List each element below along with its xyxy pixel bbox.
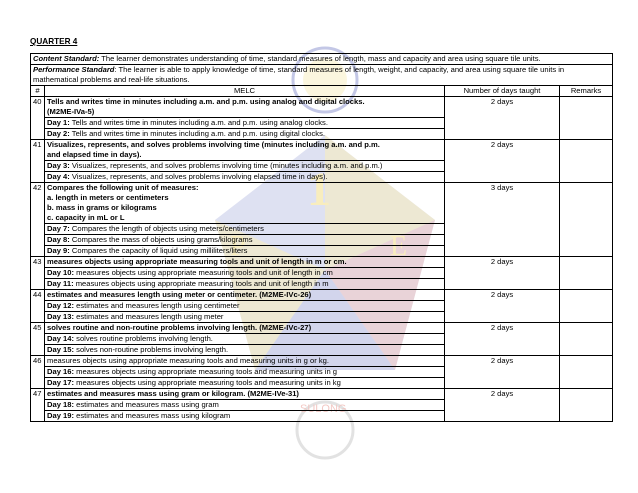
melc-competency-line: b. mass in grams or kilograms	[47, 203, 157, 212]
melc-day-entry	[45, 235, 445, 246]
col-header-melc: MELC	[45, 86, 445, 97]
day-label: Day 16:	[47, 367, 75, 376]
melc-day-entry	[45, 268, 445, 279]
performance-standard-label: Performance Standard	[33, 65, 115, 74]
melc-number: 42	[31, 183, 45, 257]
day-label: Day 17:	[47, 378, 75, 387]
remarks-cell	[560, 257, 613, 290]
melc-day-entry	[45, 246, 445, 257]
day-label: Day 9:	[47, 246, 70, 255]
melc-row	[31, 356, 613, 367]
melc-row	[31, 290, 613, 301]
melc-day-entry	[45, 129, 445, 140]
melc-day-entry	[45, 367, 445, 378]
day-description: measures objects using appropriate measuring tools and unit of length in cm	[74, 268, 333, 277]
melc-day-entry	[45, 400, 445, 411]
remarks-cell	[560, 389, 613, 422]
content-standard-label: Content Standard:	[33, 54, 100, 63]
day-label: Day 18:	[47, 400, 75, 409]
days-taught: 2 days	[445, 97, 560, 140]
melc-competency-line: Visualizes, represents, and solves problems involving time (minutes including a.m. and p.m.	[47, 140, 380, 149]
melc-number: 44	[31, 290, 45, 323]
day-description: Tells and writes time in minutes including a.m. and p.m. using analog clocks.	[69, 118, 328, 127]
day-label: Day 2:	[47, 129, 70, 138]
melc-day-entry	[45, 161, 445, 172]
melc-competency	[45, 323, 445, 334]
day-label: Day 15:	[47, 345, 75, 354]
day-label: Day 19:	[47, 411, 75, 420]
header-row	[31, 86, 613, 97]
melc-row	[31, 389, 613, 400]
day-label: Day 8:	[47, 235, 70, 244]
performance-standard-row	[31, 65, 613, 86]
days-taught: 3 days	[445, 183, 560, 257]
col-header-remarks: Remarks	[560, 86, 613, 97]
melc-day-entry	[45, 118, 445, 129]
day-description: Compares the mass of objects using grams/kilograms	[69, 235, 253, 244]
quarter-title: QUARTER 4	[30, 37, 78, 46]
day-description: estimates and measures mass using gram	[74, 400, 219, 409]
melc-day-entry	[45, 411, 445, 422]
melc-competency-line: (M2ME-IVa-5)	[47, 107, 95, 116]
svg-text:P: P	[230, 231, 246, 262]
melc-competency	[45, 356, 445, 367]
day-description: Compares the capacity of liquid using milliliters/liters	[69, 246, 248, 255]
melc-row	[31, 97, 613, 118]
day-description: estimates and measures length using centimeter	[74, 301, 240, 310]
melc-competency	[45, 389, 445, 400]
melc-number: 41	[31, 140, 45, 183]
day-description: Visualizes, represents, and solves problems involving elapsed time in days).	[69, 172, 328, 181]
melc-competency-line: measures objects using appropriate measuring tools and unit of length in m or cm.	[47, 257, 347, 266]
day-label: Day 1:	[47, 118, 70, 127]
day-description: estimates and measures mass using kilogram	[74, 411, 231, 420]
day-label: Day 14:	[47, 334, 75, 343]
days-taught: 2 days	[445, 356, 560, 389]
svg-text:SULONG: SULONG	[300, 403, 347, 415]
day-description: solves non-routine problems involving length.	[74, 345, 229, 354]
melc-day-entry	[45, 224, 445, 235]
melc-competency	[45, 140, 445, 161]
melc-day-entry	[45, 378, 445, 389]
col-header-days: Number of days taught	[445, 86, 560, 97]
remarks-cell	[560, 290, 613, 323]
melc-competency-line: Compares the following unit of measures:	[47, 183, 199, 192]
day-label: Day 4:	[47, 172, 70, 181]
performance-standard-text: : The learner is able to apply knowledge of time, standard measures of length, weight, and capacity, and area using square tile units in mathematical problems and real-life situations.	[33, 65, 565, 84]
melc-row	[31, 323, 613, 334]
day-description: Tells and writes time in minutes including a.m. and p.m. using digital clocks.	[69, 129, 326, 138]
svg-text:1: 1	[307, 163, 331, 216]
melc-row	[31, 183, 613, 224]
melc-competency-line: solves routine and non-routine problems involving length. (M2ME-IVc-27)	[47, 323, 312, 332]
melc-competency-line: Tells and writes time in minutes including a.m. and p.m. using analog and digital clocks.	[47, 97, 365, 106]
melc-competency	[45, 257, 445, 268]
melc-competency-line: a. length in meters or centimeters	[47, 193, 169, 202]
day-description: Visualizes, represents, and solves problems involving time (minutes including a.m. and p.m.)	[69, 161, 383, 170]
melc-row	[31, 257, 613, 268]
days-taught: 2 days	[445, 323, 560, 356]
day-label: Day 12:	[47, 301, 75, 310]
melc-competency	[45, 97, 445, 118]
melc-number: 40	[31, 97, 45, 140]
melc-row	[31, 140, 613, 161]
day-label: Day 10:	[47, 268, 75, 277]
melc-day-entry	[45, 334, 445, 345]
days-taught: 2 days	[445, 257, 560, 290]
content-standard-row	[31, 54, 613, 65]
remarks-cell	[560, 140, 613, 183]
remarks-cell	[560, 323, 613, 356]
day-description: Compares the length of objects using meters/centimeters	[69, 224, 264, 233]
content-standard-text: The learner demonstrates understanding of time, standard measures of length, mass and capacity and area using square tile units.	[99, 54, 541, 63]
day-description: solves routine problems involving length.	[74, 334, 213, 343]
melc-competency-line: measures objects using appropriate measuring tools and measuring units in g or kg.	[47, 356, 329, 365]
melc-competency	[45, 183, 445, 224]
melc-competency-line: and elapsed time in days).	[47, 150, 142, 159]
melc-number: 47	[31, 389, 45, 422]
col-header-num: #	[31, 86, 45, 97]
melc-competency-line: c. capacity in mL or L	[47, 213, 125, 222]
remarks-cell	[560, 183, 613, 257]
day-label: Day 13:	[47, 312, 75, 321]
day-label: Day 11:	[47, 279, 74, 288]
melc-table	[30, 53, 613, 422]
day-description: estimates and measures length using meter	[74, 312, 224, 321]
day-label: Day 3:	[47, 161, 70, 170]
remarks-cell	[560, 97, 613, 140]
day-description: measures objects using appropriate measuring tools and unit of length in m	[73, 279, 329, 288]
days-taught: 2 days	[445, 140, 560, 183]
melc-competency	[45, 290, 445, 301]
melc-day-entry	[45, 301, 445, 312]
melc-day-entry	[45, 172, 445, 183]
melc-day-entry	[45, 312, 445, 323]
svg-text:E: E	[390, 231, 408, 262]
days-taught: 2 days	[445, 389, 560, 422]
day-description: measures objects using appropriate measuring tools and measuring units in kg	[74, 378, 341, 387]
melc-competency-line: estimates and measures mass using gram or kilogram. (M2ME-IVe-31)	[47, 389, 299, 398]
day-description: measures objects using appropriate measuring tools and measuring units in g	[74, 367, 338, 376]
melc-competency-line: estimates and measures length using meter or centimeter. (M2ME-IVc-26)	[47, 290, 312, 299]
remarks-cell	[560, 356, 613, 389]
melc-number: 45	[31, 323, 45, 356]
melc-day-entry	[45, 279, 445, 290]
melc-number: 43	[31, 257, 45, 290]
days-taught: 2 days	[445, 290, 560, 323]
melc-number: 46	[31, 356, 45, 389]
day-label: Day 7:	[47, 224, 70, 233]
melc-day-entry	[45, 345, 445, 356]
